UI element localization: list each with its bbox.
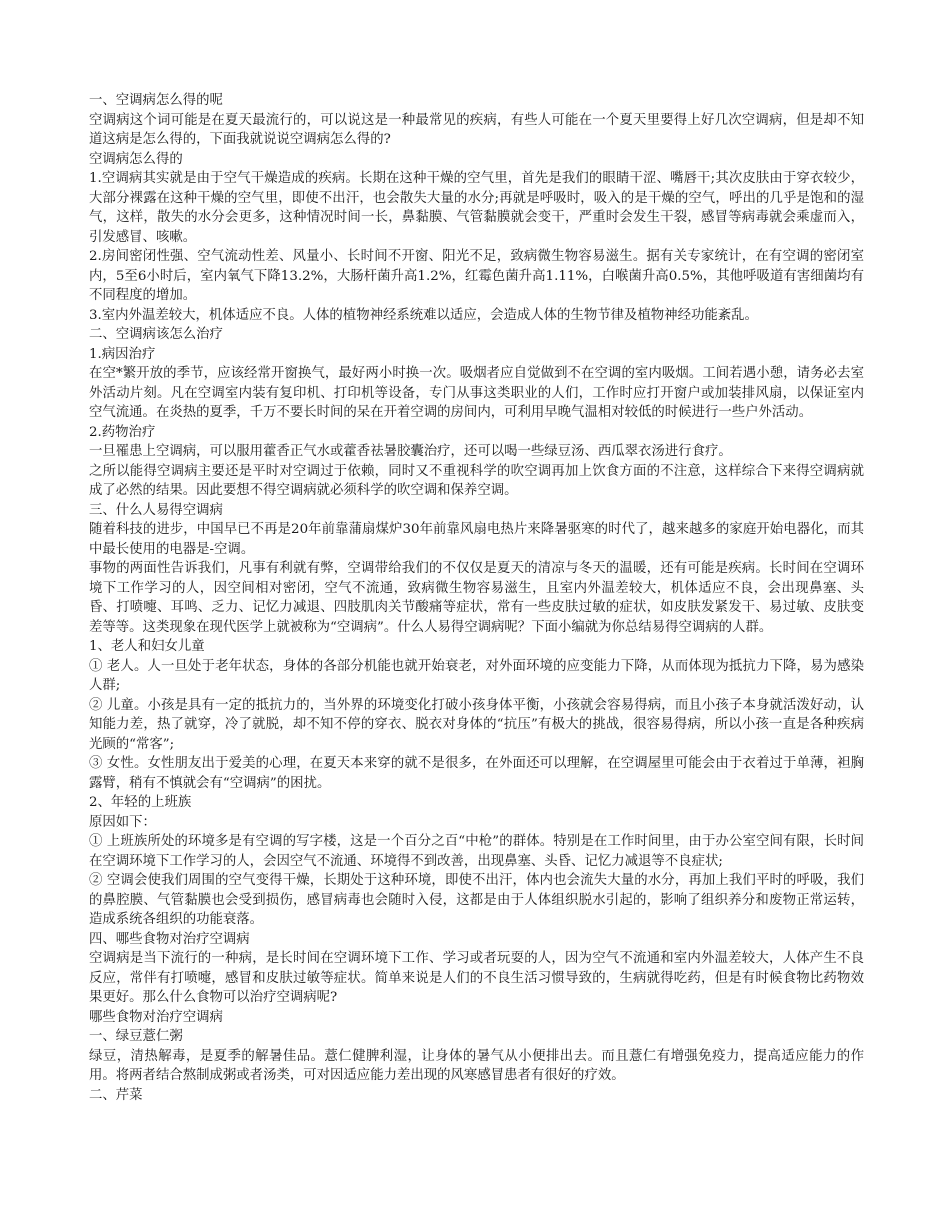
paragraph-drug-treatment: 一旦罹患上空调病，可以服用藿香正气水或藿香祛暑胶囊治疗，还可以喝一些绿豆汤、西瓜翠衣汤进行食疗。 — [89, 444, 732, 459]
paragraph-reasons-label: 原因如下： — [89, 814, 156, 830]
paragraph-cause-treatment: 在空*繁开放的季节，应该经常开窗换气，最好两小时换一次。吸烟者应自觉做到不在空调的室内吸烟。工间若遇小憩，请务必去室外活动片刻。凡在空调室内装有复印机、打印机等设备，专门从事这类职业的人们，工作时应打开窗户或加装排风扇，以保证室内空气流通。在炎热的夏季，千万不要长时间的呆在开着空调的房间内，可利用早晚气温相对较低的时候进行一些户外活动。 — [89, 366, 864, 420]
paragraph-women: ③ 女性。女性朋友出于爱美的心理，在夏天本来穿的就不是很多，在外面还可以理解，在空调屋里可能会由于衣着过于单薄，袒胸露臂，稍有不慎就会有“空调病”的困扰。 — [89, 756, 864, 791]
paragraph-summary: 之所以能得空调病主要还是平时对空调过于依赖，同时又不重视科学的吹空调再加上饮食方面的不注意，这样综合下来得空调病就成了必然的结果。因此要想不得空调病就必须科学的吹空调和保养空调。 — [89, 463, 864, 498]
paragraph-elderly: ① 老人。人一旦处于老年状态，身体的各部分机能也就开始衰老，对外面环境的应变能力下降，从而体现为抵抗力下降，易为感染人群; — [89, 658, 864, 693]
subheading-celery: 二、芹菜 — [89, 1087, 143, 1103]
paragraph-cause-1: 1.空调病其实就是由于空气干燥造成的疾病。长期在这种干燥的空气里，首先是我们的眼睛干涩、嘴唇干;其次皮肤由于穿衣较少，大部分裸露在这种干燥的空气里，即使不出汗，也会散失大量的水分;再就是呼吸时，吸入的是干燥的空气，呼出的几乎是饱和的湿气，这样，散失的水分会更多，这种情况时间一长，鼻黏膜、气管黏膜就会变干，严重时会发生干裂，感冒等病毒就会乘虚而入，引发感冒、咳嗽。 — [89, 171, 864, 245]
subheading-mung-bean-porridge: 一、绿豆薏仁粥 — [89, 1029, 183, 1044]
heading-section-4: 四、哪些食物对治疗空调病 — [89, 931, 250, 947]
subheading-elderly-women-children: 1、老人和妇女儿童 — [89, 639, 205, 654]
document-body — [89, 91, 864, 1105]
paragraph-intro: 空调病这个词可能是在夏天最流行的，可以说这是一种最常见的疾病，有些人可能在一个夏天里要得上好几次空调病，但是却不知道这病是怎么得的，下面我就说说空调病怎么得的? — [89, 112, 864, 147]
paragraph-office-reason-2: ② 空调会使我们周围的空气变得干燥，长期处于这种环境，即使不出汗，体内也会流失大量的水分，再加上我们平时的呼吸，我们的鼻腔膜、气管黏膜也会受到损伤，感冒病毒也会随时入侵，这都是由于人体组织脱水引起的，影响了组织养分和废物正常运转，造成系统各组织的功能衰落。 — [89, 873, 864, 927]
subheading-causes: 空调病怎么得的 — [89, 151, 183, 167]
paragraph-office-reason-1: ① 上班族所处的环境多是有空调的写字楼，这是一个百分之百“中枪”的群体。特别是在工作时间里，由于办公室空间有限，长时间在空调环境下工作学习的人，会因空气不流通、环境得不到改善，出现鼻塞、头昏、记忆力减退等不良症状; — [89, 834, 864, 869]
paragraph-two-sides: 事物的两面性告诉我们，凡事有利就有弊，空调带给我们的不仅仅是夏天的清凉与冬天的温暖，还有可能是疾病。长时间在空调环境下工作学习的人，因空间相对密闭，空气不流通，致病微生物容易滋生，且室内外温差较大，机体适应不良，会出现鼻塞、头昏、打喷嚏、耳鸣、乏力、记忆力减退、四肢肌肉关节酸痛等症状，常有一些皮肤过敏的症状，如皮肤发紧发干、易过敏、皮肤变差等等。这类现象在现代医学上就被称为“空调病”。什么人易得空调病呢？下面小编就为你总结易得空调病的人群。 — [89, 561, 864, 635]
heading-section-3: 三、什么人易得空调病 — [89, 502, 223, 518]
subheading-foods: 哪些食物对治疗空调病 — [89, 1009, 223, 1025]
subheading-office-workers: 2、年轻的上班族 — [89, 795, 192, 810]
paragraph-cause-2: 2.房间密闭性强、空气流动性差、风量小、长时间不开窗、阳光不足，致病微生物容易滋生。据有关专家统计，在有空调的密闭室内，5至6小时后，室内氧气下降13.2%，大肠杆菌升高1.2%，红霉色菌升高1.11%，白喉菌升高0.5%，其他呼吸道有害细菌均有不同程度的增加。 — [89, 249, 864, 303]
paragraph-children: ② 儿童。小孩是具有一定的抵抗力的，当外界的环境变化打破小孩身体平衡，小孩就会容易得病，而且小孩子本身就活泼好动，认知能力差，热了就穿，冷了就脱，却不知不停的穿衣、脱衣对身体的“抗压”有极大的挑战，很容易得病，所以小孩一直是各种疾病光顾的“常客”; — [89, 697, 864, 752]
subheading-drug-treatment: 2.药物治疗 — [89, 424, 156, 440]
paragraph-food-intro: 空调病是当下流行的一种病，是长时间在空调环境下工作、学习或者玩耍的人，因为空气不流通和室内外温差较大，人体产生不良反应，常伴有打喷嚏，感冒和皮肤过敏等症状。简单来说是人们的不良生活习惯导致的，生病就得吃药，但是有时候食物比药物效果更好。那么什么食物可以治疗空调病呢? — [89, 951, 864, 1005]
heading-section-1: 一、空调病怎么得的呢 — [89, 93, 223, 108]
subheading-cause-treatment: 1.病因治疗 — [89, 346, 156, 362]
paragraph-mung-bean-porridge: 绿豆，清热解毒，是夏季的解暑佳品。薏仁健脾利湿，让身体的暑气从小便排出去。而且薏仁有增强免疫力，提高适应能力的作用。将两者结合熬制成粥或者汤类，可对因适应能力差出现的风寒感冒患者有很好的疗效。 — [89, 1048, 864, 1083]
paragraph-tech-progress: 随着科技的进步，中国早已不再是20年前靠蒲扇煤炉30年前靠风扇电热片来降暑驱寒的时代了，越来越多的家庭开始电器化，而其中最长使用的电器是-空调。 — [89, 522, 864, 557]
paragraph-cause-3: 3.室内外温差较大，机体适应不良。人体的植物神经系统难以适应，会造成人体的生物节律及植物神经功能紊乱。 — [89, 307, 758, 323]
heading-section-2: 二、空调病该怎么治疗 — [89, 327, 223, 342]
